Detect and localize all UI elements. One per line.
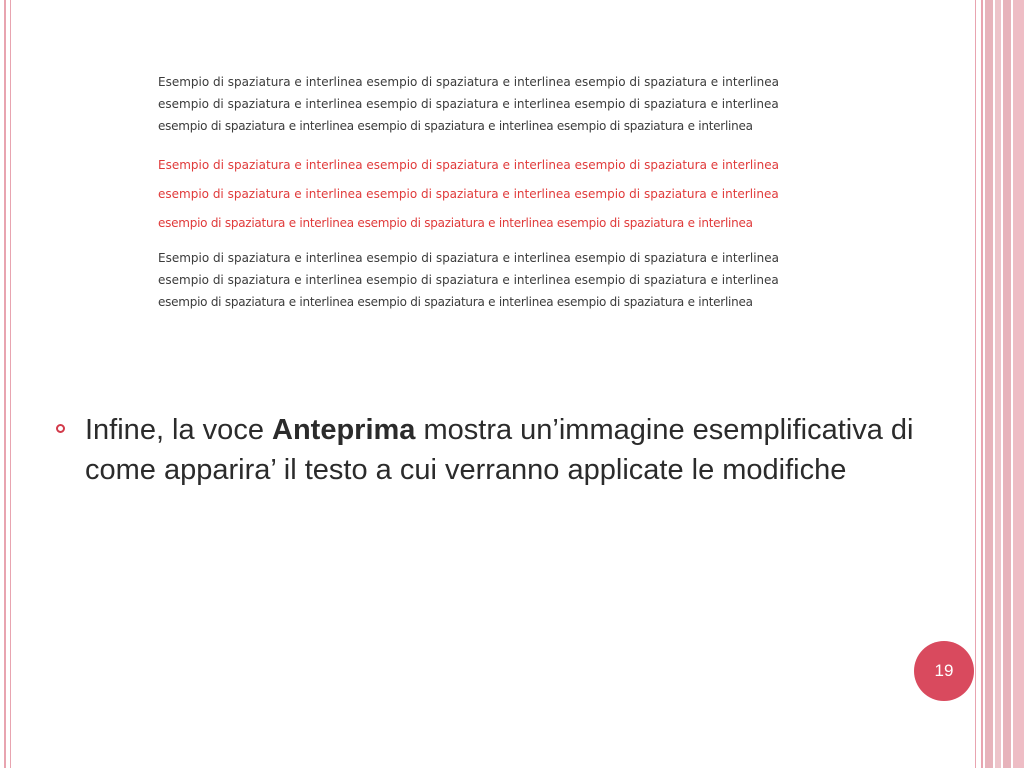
left-border-line [4,0,6,768]
right-decorative-stripes [975,0,1024,768]
ring-bullet-icon [56,424,65,433]
sample-line: esempio di spaziatura e interlinea esempio di spaziatura e interlinea esempio di spaziatura e interlinea [158,216,753,230]
left-border-line-thin [10,0,11,768]
sample-line: esempio di spaziatura e interlinea esempio di spaziatura e interlinea esempio di spaziatura e interlinea [158,97,779,111]
bullet-text-suffix: mostra un’immagine esemplificativa di come apparira’ il testo a cui verranno applicate le modifiche [85,414,914,486]
sample-line: esempio di spaziatura e interlinea esempio di spaziatura e interlinea esempio di spaziatura e interlinea [158,295,753,309]
sample-line: Esempio di spaziatura e interlinea esempio di spaziatura e interlinea esempio di spaziatura e interlinea [158,251,779,265]
bullet-text-bold: Anteprima [272,414,416,446]
sample-line: Esempio di spaziatura e interlinea esempio di spaziatura e interlinea esempio di spaziatura e interlinea [158,158,779,172]
sample-line: esempio di spaziatura e interlinea esempio di spaziatura e interlinea esempio di spaziatura e interlinea [158,119,753,133]
preview-sample-normal [158,71,858,137]
preview-sample-after [158,247,858,313]
bullet-text [85,410,936,490]
preview-sample-highlighted [158,154,858,241]
bullet-item [56,410,936,490]
page-number-badge: 19 [914,641,974,701]
sample-line: esempio di spaziatura e interlinea esempio di spaziatura e interlinea esempio di spaziatura e interlinea [158,187,779,201]
sample-line: esempio di spaziatura e interlinea esempio di spaziatura e interlinea esempio di spaziatura e interlinea [158,273,779,287]
bullet-text-prefix: Infine, la voce [85,414,272,446]
sample-line: Esempio di spaziatura e interlinea esempio di spaziatura e interlinea esempio di spaziatura e interlinea [158,75,779,89]
